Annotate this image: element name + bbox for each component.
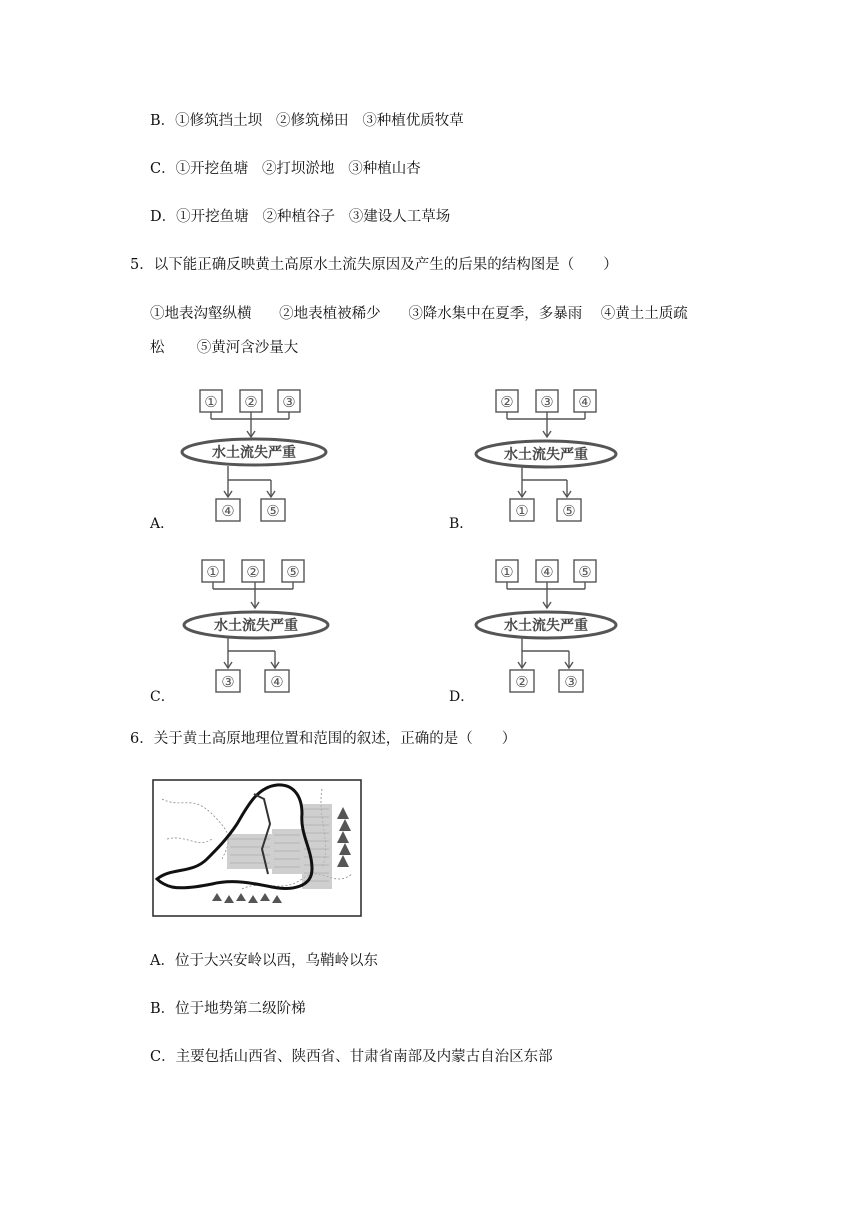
q5-c-bottom-1: ③ <box>221 673 235 691</box>
q5-option-b-diagram <box>474 387 634 527</box>
q5-d-bottom-2: ③ <box>564 673 578 691</box>
q5-b-top-3: ④ <box>578 393 592 411</box>
q5-factors-line2: 松 ⑤黄河含沙量大 <box>150 340 299 356</box>
q5-a-top-1: ① <box>204 393 218 411</box>
q5-c-top-1: ① <box>206 563 220 581</box>
q5-d-bottom-1: ② <box>515 673 529 691</box>
q5-d-top-2: ④ <box>540 563 554 581</box>
q5-c-top-2: ② <box>246 563 260 581</box>
q5-d-top-3: ⑤ <box>578 563 592 581</box>
q6-stem: 6．关于黄土高原地理位置和范围的叙述，正确的是（ ） <box>130 731 517 747</box>
q4-option-b: B．①修筑挡土坝 ②修筑梯田 ③种植优质牧草 <box>150 113 464 129</box>
q5-d-top-1: ① <box>500 563 514 581</box>
q5-a-bottom-1: ④ <box>221 502 235 520</box>
q5-d-center: 水土流失严重 <box>504 618 588 634</box>
q5-c-top-3: ⑤ <box>286 563 300 581</box>
q5-option-d-diagram <box>474 557 634 697</box>
q5-option-b-label: B． <box>449 516 474 532</box>
q5-factors-line1: ①地表沟壑纵横 ②地表植被稀少 ③降水集中在夏季，多暴雨 ④黄土土质疏 <box>150 306 688 322</box>
q4-option-d: D．①开挖鱼塘 ②种植谷子 ③建设人工草场 <box>150 209 451 225</box>
q5-a-center: 水土流失严重 <box>212 445 296 461</box>
q5-c-center: 水土流失严重 <box>214 618 298 634</box>
q5-stem: 5．以下能正确反映黄土高原水土流失原因及产生的后果的结构图是（ ） <box>130 257 618 273</box>
q5-a-top-2: ② <box>244 393 258 411</box>
q5-option-d-label: D． <box>449 689 475 705</box>
q6-option-a: A．位于大兴安岭以西，乌鞘岭以东 <box>150 953 378 969</box>
q5-c-bottom-2: ④ <box>270 673 284 691</box>
q5-option-a-diagram <box>178 387 338 527</box>
q5-option-a-label: A． <box>150 516 175 532</box>
q5-a-bottom-2: ⑤ <box>266 502 280 520</box>
q5-b-bottom-2: ⑤ <box>562 502 576 520</box>
loess-plateau-map <box>152 779 362 917</box>
q5-option-c-label: C． <box>150 689 175 705</box>
q5-b-bottom-1: ① <box>515 502 529 520</box>
q6-option-b: B．位于地势第二级阶梯 <box>150 1001 306 1017</box>
q5-option-c-diagram <box>180 557 340 697</box>
q5-b-top-1: ② <box>500 393 514 411</box>
q6-option-c: C．主要包括山西省、陕西省、甘肃省南部及内蒙古自治区东部 <box>150 1049 553 1065</box>
q5-a-top-3: ③ <box>282 393 296 411</box>
q5-b-center: 水土流失严重 <box>504 447 588 463</box>
q4-option-c: C．①开挖鱼塘 ②打坝淤地 ③种植山杏 <box>150 161 421 177</box>
q5-b-top-2: ③ <box>540 393 554 411</box>
